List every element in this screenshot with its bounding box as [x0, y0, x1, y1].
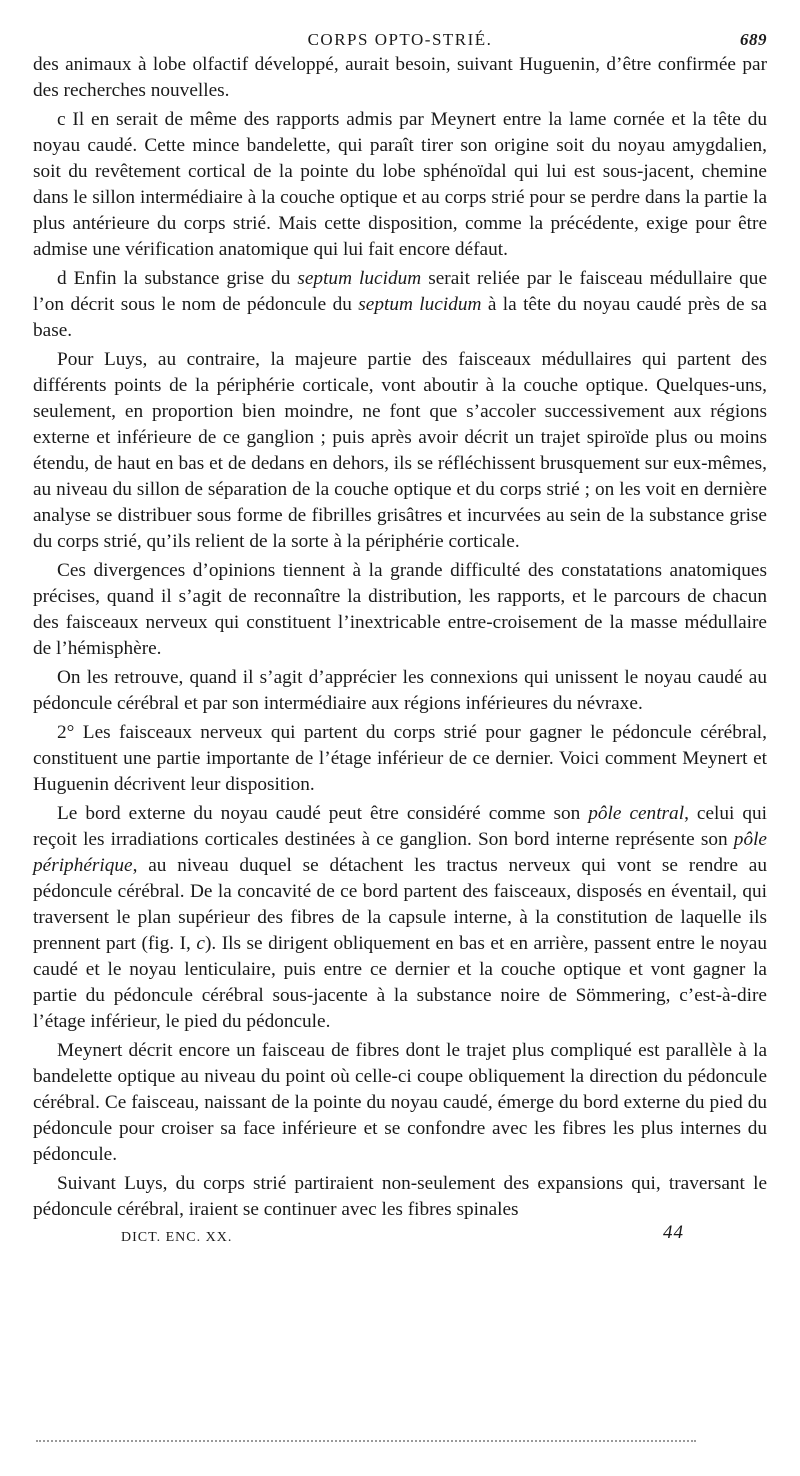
paragraph: [33, 52, 767, 104]
page-number: 689: [740, 30, 767, 49]
italic-term: c: [196, 933, 205, 954]
text-run: 2° Les faisceaux nerveux qui partent du corps strié pour gagner le pédoncule cérébral, constituent une partie importante de l’étage inférieur de ce dernier. Voici comment Meynert et Huguenin décrivent leur disposition.: [33, 722, 767, 795]
document-page: [33, 22, 767, 1256]
text-run: , celui qui reçoit les irradiations corticales destinées à ce ganglion. Son bord interne représente son: [33, 803, 767, 850]
paragraph: [33, 801, 767, 1035]
text-run: On les retrouve, quand il s’agit d’apprécier les connexions qui unissent le noyau caudé au pédoncule cérébral et par son intermédiaire aux régions inférieures du névraxe.: [33, 667, 767, 714]
italic-term: septum lucidum: [358, 294, 482, 315]
paragraph: [33, 1171, 767, 1223]
text-run: Pour Luys, au contraire, la majeure partie des faisceaux médullaires qui partent des différents points de la périphérie corticale, vont aboutir à la couche optique. Quelques-uns, seulement, en proportion bien moindre, ne font que s’accoler successivement aux régions externe et inférieure de ce ganglion ; puis après avoir décrit un trajet spiroïde plus ou moins étendu, de haut en bas et de dedans en dehors, ils se réfléchissent brusquement sur eux-mêmes, au niveau du sillon de séparation de la couche optique et du corps strié ; on les voit en dernière analyse se distribuer sous forme de fibrilles grisâtres et incurvées au sein de la substance grise du corps strié, qu’ils relient de la sorte à la périphérie corticale.: [33, 349, 767, 552]
body-text: [33, 52, 767, 1223]
italic-term: pôle périphérique: [33, 829, 767, 876]
text-run: c Il en serait de même des rapports admis par Meynert entre la lame cornée et la tête du noyau caudé. Cette mince bandelette, qui paraît tirer son origine soit du noyau amygdalien, soit du revêtement cortical de la pointe du lobe sphénoïdal qui lui est sous-jacent, chemine dans le sillon intermédiaire à la couche optique et au corps strié pour se perdre dans la partie la plus antérieure du corps strié. Mais cette disposition, comme la précédente, exige pour être admise une vérification anatomique qui lui fait encore défaut.: [33, 109, 767, 260]
paragraph: [33, 720, 767, 798]
bottom-dotted-rule: [36, 1440, 696, 1442]
text-run: serait reliée par le faisceau médullaire que l’on décrit sous le nom de pédoncule du: [33, 268, 768, 315]
italic-term: pôle central: [588, 803, 685, 824]
text-run: , au niveau duquel se détachent les tractus nerveux qui vont se rendre au pédoncule cérébral. De la concavité de ce bord partent des faisceaux, disposés en éventail, qui traversent le plan supérieur des fibres de la capsule interne, à la constitution de laquelle ils prennent part (fig. I,: [33, 855, 767, 954]
page-footer: [33, 1222, 767, 1256]
text-run: Meynert décrit encore un faisceau de fibres dont le trajet plus compliqué est parallèle à la bandelette optique au niveau du point où celle-ci coupe obliquement la direction du pédoncule cérébral. Ce faisceau, naissant de la pointe du noyau caudé, émerge du bord externe du pied du pédoncule pour croiser sa face inférieure et se confondre avec les fibres les plus internes du pédoncule.: [33, 1040, 767, 1165]
text-run: Le bord externe du noyau caudé peut être considéré comme son: [57, 803, 589, 824]
paragraph: [33, 107, 767, 263]
sheet-number: 44: [663, 1222, 684, 1243]
paragraph: [33, 266, 767, 344]
text-run: à la tête du noyau caudé près de sa base.: [33, 294, 767, 341]
text-run: Suivant Luys, du corps strié partiraient non-seulement des expansions qui, traversant le pédoncule cérébral, iraient se continuer avec les fibres spinales: [33, 1173, 767, 1220]
page-title: CORPS OPTO-STRIÉ.: [307, 30, 493, 49]
text-run: des animaux à lobe olfactif développé, aurait besoin, suivant Huguenin, d’être confirmée par des recherches nouvelles.: [33, 54, 767, 101]
paragraph: [33, 347, 767, 555]
text-run: Ces divergences d’opinions tiennent à la grande difficulté des constatations anatomiques précises, quand il s’agit de reconnaître la distribution, les rapports, et le parcours de chacun des faisceaux nerveux qui constituent l’inextricable entre-croisement de la masse médullaire de l’hémisphère.: [33, 560, 767, 659]
signature-mark: DICT. ENC. XX.: [121, 1230, 233, 1245]
paragraph: [33, 665, 767, 717]
paragraph: [33, 558, 767, 662]
text-run: ). Ils se dirigent obliquement en bas et en arrière, passent entre le noyau caudé et le noyau lenticulaire, puis entre ce dernier et la couche optique et vont gagner la partie du pédoncule cérébral sous-jacente à la substance noire de Sömmering, c’est-à-dire l’étage inférieur, le pied du pédoncule.: [33, 933, 767, 1032]
text-run: d Enfin la substance grise du: [57, 268, 298, 289]
running-head: [33, 22, 767, 52]
italic-term: septum lucidum: [297, 268, 422, 289]
paragraph: [33, 1038, 767, 1168]
